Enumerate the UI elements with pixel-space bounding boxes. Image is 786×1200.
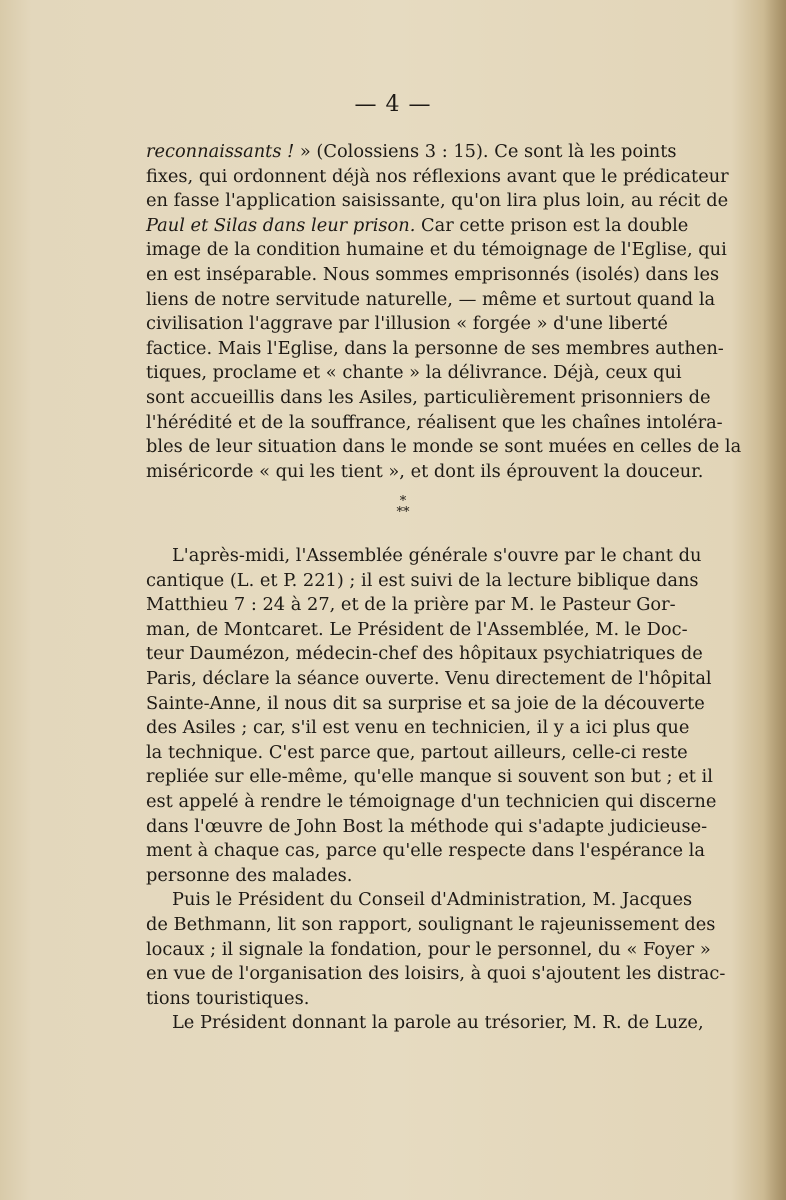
text-segment: liens de notre servitude naturelle, — même et surtout quand la	[146, 288, 716, 310]
asterism-bottom: **	[396, 505, 410, 520]
text-segment: tiques, proclame et « chante » la délivrance. Déjà, ceux qui	[146, 362, 682, 384]
text-line	[146, 165, 729, 190]
text-line: Le Président donnant la parole au trésorier, M. R. de Luze,	[172, 1012, 704, 1034]
text-line: man, de Montcaret. Le Président de l'Assemblée, M. le Doc-	[146, 618, 688, 640]
text-line	[146, 140, 677, 165]
text-line: Paris, déclare la séance ouverte. Venu directement de l'hôpital	[146, 667, 712, 689]
asterism-top: *	[399, 494, 407, 509]
text-line	[146, 411, 723, 436]
page-number: — 4 —	[354, 92, 432, 117]
text-line: en vue de l'organisation des loisirs, à quoi s'ajoutent les distrac-	[146, 963, 726, 985]
text-line	[146, 263, 720, 288]
asterism-separator	[388, 496, 418, 518]
text-line: L'après-midi, l'Assemblée générale s'ouvre par le chant du	[172, 545, 702, 566]
text-line	[146, 312, 666, 337]
paragraph-2	[146, 544, 717, 888]
text-line	[146, 189, 729, 214]
text-line	[146, 361, 682, 386]
text-line: des Asiles ; car, s'il est venu en technicien, il y a ici plus que	[146, 717, 690, 739]
text-segment: bles de leur situation dans le monde se sont muées en celles de la	[146, 436, 742, 458]
body-text	[146, 544, 726, 1036]
text-line: tions touristiques.	[146, 987, 310, 1009]
text-line	[146, 337, 724, 362]
text-line	[146, 435, 742, 460]
paragraph-1	[146, 140, 742, 484]
text-segment: miséricorde « qui les tient », et dont ils éprouvent la douceur.	[146, 460, 704, 482]
text-line: Sainte-Anne, il nous dit sa surprise et sa joie de la découverte	[146, 692, 705, 714]
text-line: repliée sur elle-même, qu'elle manque si souvent son but ; et il	[146, 766, 713, 788]
text-segment: en est inséparable. Nous sommes emprisonnés (isolés) dans les	[146, 263, 720, 285]
page-edge-shadow	[764, 0, 786, 1200]
paragraph-4	[146, 1011, 704, 1036]
text-segment: image de la condition humaine et du témoignage de l'Eglise, qui	[146, 239, 727, 261]
text-line: locaux ; il signale la fondation, pour le personnel, du « Foyer »	[146, 938, 711, 960]
paragraph-3	[146, 888, 726, 1011]
text-segment: sont accueillis dans les Asiles, particulièrement prisonniers de	[146, 386, 711, 408]
text-line	[146, 214, 689, 239]
text-segment: Car cette prison est la double	[415, 214, 689, 236]
text-segment: civilisation l'aggrave par l'illusion « forgée » d'une liberté	[146, 313, 668, 335]
text-line	[146, 238, 727, 263]
italic-text: reconnaissants !	[146, 141, 295, 162]
text-line: ment à chaque cas, parce qu'elle respecte dans l'espérance la	[146, 840, 705, 862]
text-segment: » (Colossiens 3 : 15). Ce sont là les points	[294, 141, 677, 162]
text-line: dans l'œuvre de John Bost la méthode qui s'adapte judicieuse-	[146, 815, 708, 837]
text-line: Matthieu 7 : 24 à 27, et de la prière par M. le Pasteur Gor-	[146, 594, 676, 616]
text-line: personne des malades.	[146, 864, 353, 886]
text-line: Puis le Président du Conseil d'Administration, M. Jacques	[172, 889, 693, 911]
text-line: de Bethmann, lit son rapport, soulignant le rajeunissement des	[146, 913, 716, 935]
text-line	[146, 460, 704, 485]
text-line	[146, 288, 716, 313]
text-line: teur Daumézon, médecin-chef des hôpitaux psychiatriques de	[146, 643, 703, 665]
text-segment: l'hérédité et de la souffrance, réalisent que les chaînes intoléra-	[146, 411, 723, 433]
text-line: la technique. C'est parce que, partout ailleurs, celle-ci reste	[146, 741, 688, 763]
text-line: est appelé à rendre le témoignage d'un technicien qui discerne	[146, 790, 717, 812]
text-segment: fixes, qui ordonnent déjà nos réflexions avant que le prédicateur	[146, 165, 729, 187]
text-segment: en fasse l'application saisissante, qu'on lira plus loin, au récit de	[146, 190, 729, 212]
text-line: cantique (L. et P. 221) ; il est suivi de la lecture biblique dans	[146, 569, 699, 591]
text-segment: factice. Mais l'Eglise, dans la personne de ses membres authen-	[146, 337, 724, 359]
text-line	[146, 386, 711, 411]
italic-text: Paul et Silas dans leur prison.	[146, 214, 416, 236]
